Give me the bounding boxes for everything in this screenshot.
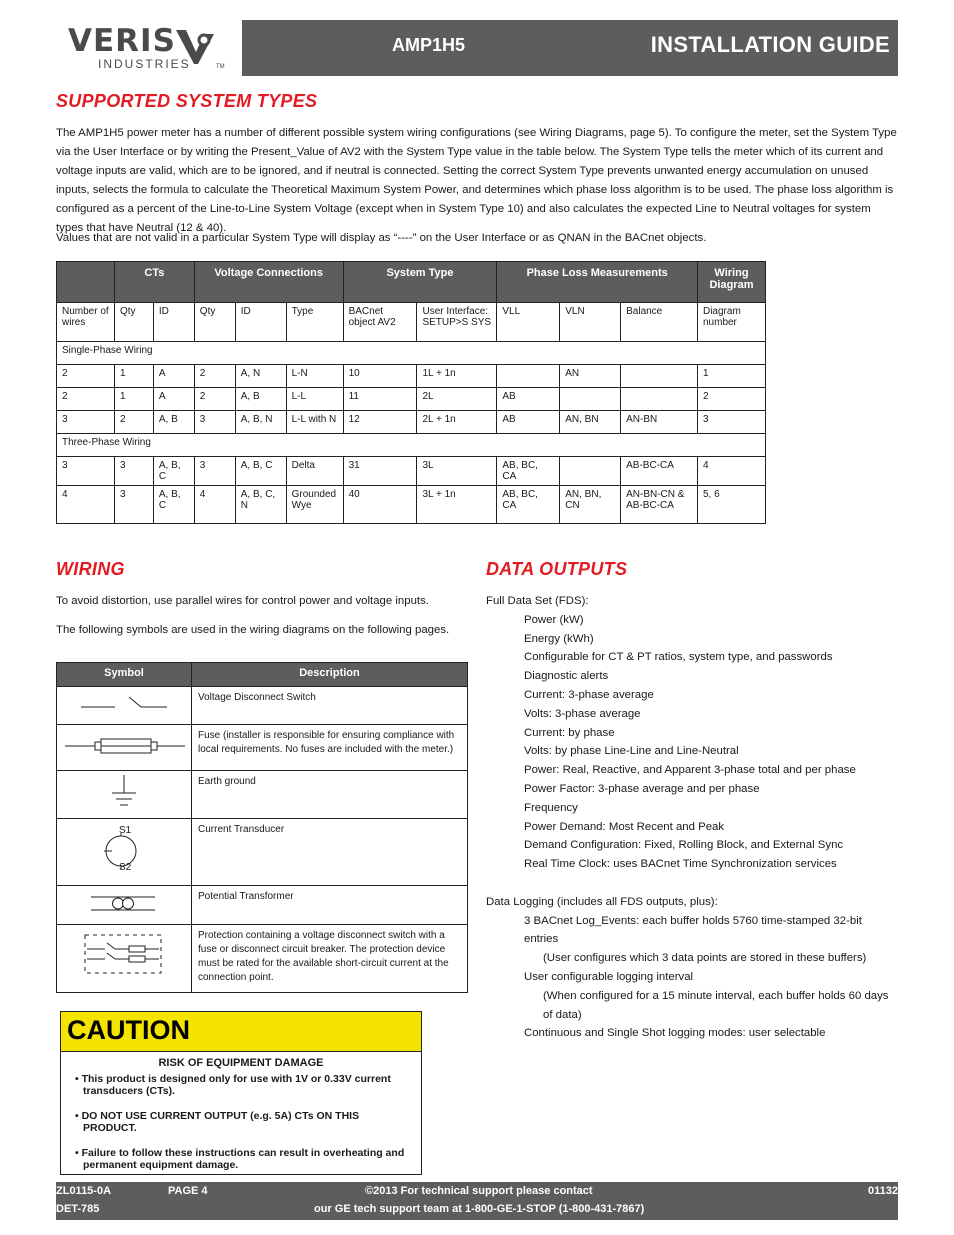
ct-label-s1: S1: [119, 825, 132, 836]
list-item: Power: Real, Reactive, and Apparent 3-phase total and per phase: [524, 764, 856, 777]
table-row: [57, 388, 766, 411]
table-cell: 11: [343, 388, 417, 411]
caution-list: [61, 1073, 421, 1171]
caution-subtitle: RISK OF EQUIPMENT DAMAGE: [158, 1057, 324, 1069]
caution-item: • DO NOT USE CURRENT OUTPUT (e.g. 5A) CTs ON THIS PRODUCT.: [75, 1110, 360, 1134]
protection-device-symbol: [57, 925, 192, 993]
list-item: Energy (kWh): [524, 632, 594, 645]
caution-item: • This product is designed only for use with 1V or 0.33V current transducers (CTs).: [75, 1073, 391, 1097]
subheader-cell: Qty: [194, 303, 235, 342]
table-cell: 2: [57, 388, 115, 411]
table-cell: AB, BC, CA: [497, 486, 560, 524]
list-item: Power (kW): [524, 613, 584, 626]
table-cell: A, B: [235, 388, 286, 411]
list-item: Power Factor: 3-phase average and per phase: [524, 782, 760, 795]
table-cell: L-N: [286, 365, 343, 388]
table-cell: 4: [194, 486, 235, 524]
disconnect-switch-symbol: [57, 687, 192, 725]
header-voltage: Voltage Connections: [194, 262, 343, 303]
table-cell: 31: [343, 457, 417, 486]
table-cell: 2: [194, 388, 235, 411]
caution-box: [60, 1011, 422, 1175]
table-cell: L-L with N: [286, 411, 343, 434]
table-cell: [497, 365, 560, 388]
table-cell: AB-BC-CA: [621, 457, 698, 486]
subheader-cell: Balance: [621, 303, 698, 342]
guide-title: INSTALLATION GUIDE: [650, 32, 890, 57]
table-cell: 1: [114, 388, 153, 411]
table-cell: A: [153, 388, 194, 411]
wiring-paragraph-2: The following symbols are used in the wiring diagrams on the following pages.: [56, 624, 450, 636]
table-row: [57, 925, 468, 993]
fuse-icon: [57, 725, 191, 767]
table-cell: AN, BN: [560, 411, 621, 434]
table-cell: 3L: [417, 457, 497, 486]
earth-ground-symbol: [57, 771, 192, 819]
section-title-supported: SUPPORTED SYSTEM TYPES: [56, 91, 318, 111]
table-cell: 3: [697, 411, 765, 434]
potential-transformer-symbol: [57, 886, 192, 925]
table-cell: 4: [697, 457, 765, 486]
subheader-cell: BACnet object AV2: [343, 303, 417, 342]
list-item: Volts: by phase Line-Line and Line-Neutral: [524, 745, 739, 758]
subheader-cell: Number of wires: [57, 303, 115, 342]
table-cell: A, B: [153, 411, 194, 434]
footer-copyright: ©2013 For technical support please contact: [365, 1185, 593, 1197]
subheader-cell: User Interface: SETUP>S SYS: [417, 303, 497, 342]
table-cell: 2: [697, 388, 765, 411]
table-cell: A, B, C: [153, 457, 194, 486]
table-cell: 2L + 1n: [417, 411, 497, 434]
header-phase-loss: Phase Loss Measurements: [497, 262, 698, 303]
table-cell: 1L + 1n: [417, 365, 497, 388]
supported-paragraph-1: The AMP1H5 power meter has a number of different possible system wiring configurations (see Wiring Diagrams, page 5). To configure the meter, set the System Type via the User Interface or by writing the Present_Value of AV2 with the System Type value in the table below. The System Type tells the meter which of its current and voltage inputs are valid, which are to be ignored, and if neutral is connected. Setting the correct System Type prevents unwanted energy accumulation on unused inputs, selects the formula to calculate the Theoretical Maximum System Power, and determines which phase loss algorithm is to be used. The phase loss algorithm is configured as a percent of the Line-to-Line System Voltage (except when in System Type 10) and also calculates the expected Line to Neutral voltages for system types that have Neutral (12 & 40).: [56, 127, 897, 234]
data-outputs-list: [486, 592, 898, 1043]
table-cell: 1: [114, 365, 153, 388]
table-cell: [621, 388, 698, 411]
subheader-cell: Type: [286, 303, 343, 342]
table-cell: [560, 457, 621, 486]
subheader-cell: Qty: [114, 303, 153, 342]
page-header: [56, 20, 898, 76]
table-cell: 2: [194, 365, 235, 388]
list-item: Demand Configuration: Fixed, Rolling Block, and External Sync: [524, 839, 844, 852]
protection-device-icon: [57, 925, 191, 989]
header-description: Description: [192, 663, 468, 687]
ground-icon: [57, 771, 191, 815]
wiring-paragraph-1: To avoid distortion, use parallel wires for control power and voltage inputs.: [56, 595, 429, 607]
section-title-wiring: WIRING: [56, 559, 125, 579]
table-row: [57, 886, 468, 925]
fds-label: Full Data Set (FDS):: [486, 595, 589, 607]
subheader-cell: VLN: [560, 303, 621, 342]
table-header-row: [57, 262, 766, 303]
table-cell: [621, 365, 698, 388]
group-label: Single-Phase Wiring: [57, 342, 766, 365]
list-item: 3 BACnet Log_Events: each buffer holds 5760 time-stamped 32-bit entries: [524, 914, 862, 946]
list-item: Configurable for CT & PT ratios, system type, and passwords: [524, 651, 833, 664]
table-cell: 3: [194, 457, 235, 486]
symbol-description: Earth ground: [192, 771, 468, 819]
header-symbol: Symbol: [57, 663, 192, 687]
header-cts: CTs: [114, 262, 194, 303]
caution-item: • Failure to follow these instructions can result in overheating and permanent equipment damage.: [75, 1147, 405, 1171]
section-title-data-outputs: DATA OUTPUTS: [486, 559, 628, 579]
table-row: [57, 725, 468, 771]
table-cell: Delta: [286, 457, 343, 486]
table-cell: 4: [57, 486, 115, 524]
table-cell: A, N: [235, 365, 286, 388]
table-cell: A, B, N: [235, 411, 286, 434]
table-cell: 2L: [417, 388, 497, 411]
current-transducer-symbol: [57, 819, 192, 886]
group-row-three-phase: [57, 434, 766, 457]
footer-support: our GE tech support team at 1-800-GE-1-STOP (1-800-431-7867): [314, 1203, 645, 1215]
footer-doc-number: ZL0115-0A: [56, 1185, 112, 1197]
symbol-description: Current Transducer: [192, 819, 468, 886]
header-wiring-diagram: Wiring Diagram: [697, 262, 765, 303]
symbol-description: Voltage Disconnect Switch: [192, 687, 468, 725]
veris-chevron-icon: [174, 26, 218, 66]
table-cell: 3L + 1n: [417, 486, 497, 524]
subheader-cell: VLL: [497, 303, 560, 342]
model-name: AMP1H5: [392, 35, 466, 55]
table-cell: 2: [57, 365, 115, 388]
symbol-description: Potential Transformer: [192, 886, 468, 925]
system-types-table: [56, 261, 766, 524]
symbol-description: Fuse (installer is responsible for ensuring compliance with local requirements. No fuses are included with the meter.): [192, 725, 468, 771]
table-cell: 5, 6: [697, 486, 765, 524]
table-cell: 12: [343, 411, 417, 434]
table-cell: [560, 388, 621, 411]
table-cell: A, B, C: [153, 486, 194, 524]
table-cell: A: [153, 365, 194, 388]
caution-title: CAUTION: [61, 1012, 421, 1052]
table-cell: AN: [560, 365, 621, 388]
symbol-description: Protection containing a voltage disconnect switch with a fuse or disconnect circuit breaker. The protection device must be rated for the available short-circuit current at the connection point.: [192, 925, 468, 993]
table-row: [57, 365, 766, 388]
table-cell: 3: [114, 457, 153, 486]
table-row: [57, 486, 766, 524]
list-item: Current: by phase: [524, 726, 615, 739]
footer-page-number: PAGE 4: [168, 1185, 208, 1197]
table-cell: 3: [114, 486, 153, 524]
subheader-cell: ID: [235, 303, 286, 342]
table-cell: 40: [343, 486, 417, 524]
logo-trademark: TM: [216, 64, 225, 70]
potential-transformer-icon: [57, 886, 191, 921]
table-cell: AN-BN-CN & AB-BC-CA: [621, 486, 698, 524]
switch-icon: [57, 687, 191, 721]
table-row: [57, 819, 468, 886]
list-item: Volts: 3-phase average: [524, 707, 641, 720]
table-row: [57, 771, 468, 819]
group-label: Three-Phase Wiring: [57, 434, 766, 457]
table-cell: Grounded Wye: [286, 486, 343, 524]
logo-subtitle: INDUSTRIES: [98, 57, 191, 71]
table-cell: 1: [697, 365, 765, 388]
veris-logo: [56, 20, 242, 76]
table-cell: AB: [497, 411, 560, 434]
spacer: [486, 874, 898, 893]
table-row: [57, 457, 766, 486]
table-cell: 3: [57, 411, 115, 434]
table-cell: 3: [194, 411, 235, 434]
list-item: Frequency: [524, 801, 578, 814]
table-row: [57, 687, 468, 725]
table-cell: 2: [114, 411, 153, 434]
fuse-symbol: [57, 725, 192, 771]
supported-paragraph-2: Values that are not valid in a particular System Type will display as “----” on the User Interface or as QNAN in the BACnet objects.: [56, 232, 707, 244]
logo-wordmark: VERIS: [68, 23, 176, 59]
table-subheader-row: [57, 303, 766, 342]
list-item: Current: 3-phase average: [524, 688, 654, 701]
symbols-header-row: [57, 663, 468, 687]
logging-label: Data Logging (includes all FDS outputs, plus):: [486, 895, 718, 908]
table-cell: L-L: [286, 388, 343, 411]
group-row-single-phase: [57, 342, 766, 365]
symbols-table: [56, 662, 468, 993]
list-item: User configurable logging interval: [524, 970, 694, 983]
table-cell: AB: [497, 388, 560, 411]
table-row: [57, 411, 766, 434]
table-cell: AN, BN, CN: [560, 486, 621, 524]
list-item: Power Demand: Most Recent and Peak: [524, 820, 725, 833]
table-cell: 10: [343, 365, 417, 388]
list-item-note: (User configures which 3 data points are stored in these buffers): [543, 952, 867, 965]
table-cell: A, B, C, N: [235, 486, 286, 524]
table-cell: 3: [57, 457, 115, 486]
ct-label-s2: S2: [119, 862, 132, 873]
list-item: Diagnostic alerts: [524, 670, 609, 683]
table-cell: A, B, C: [235, 457, 286, 486]
list-item: Continuous and Single Shot logging modes: user selectable: [524, 1027, 826, 1040]
footer-code: 01132: [868, 1185, 898, 1197]
header-system-type: System Type: [343, 262, 497, 303]
header-blank: [57, 262, 115, 303]
footer-det: DET-785: [56, 1203, 100, 1215]
table-cell: AB, BC, CA: [497, 457, 560, 486]
list-item: Real Time Clock: uses BACnet Time Synchronization services: [524, 858, 837, 871]
subheader-cell: Diagram number: [697, 303, 765, 342]
subheader-cell: ID: [153, 303, 194, 342]
page-footer: [56, 1182, 898, 1220]
table-cell: AN-BN: [621, 411, 698, 434]
list-item-note: (When configured for a 15 minute interval, each buffer holds 60 days of data): [543, 989, 889, 1021]
